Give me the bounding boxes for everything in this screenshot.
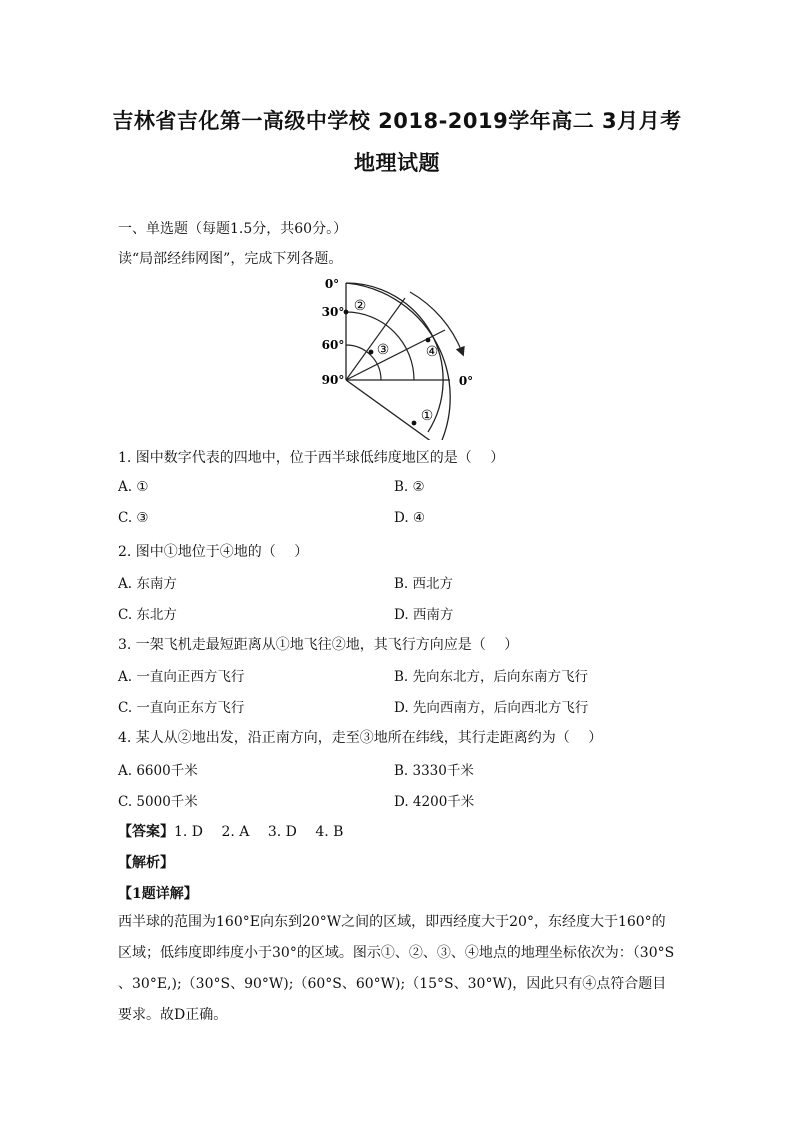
point-label-1: ① bbox=[420, 408, 434, 424]
analysis-paragraph: 西半球的范围为160°E向东到20°W之间的区域，即西经度大于20°，东经度大于160°的区域；低纬度即纬度小于30°的区域。图示①、②、③、④地点的地理坐标依次为：（30°S 、30°E,);（30°S、90°W);（60°S、60°W);（15°S、30°W)，因此只有④点符合题目要求。故D正确。 bbox=[118, 914, 675, 1023]
lat-label-90: 90° bbox=[321, 373, 345, 387]
question-4-stem: 4. 某人从②地出发，沿正南方向，走至③地所在纬线，其行走距离约为（ ） bbox=[118, 730, 603, 746]
detail-1-label: 【1题详解】 bbox=[118, 886, 198, 902]
point-label-2: ② bbox=[353, 298, 367, 314]
q4-option-a: A. 6600千米 bbox=[118, 763, 198, 779]
title-line-1: 吉林省吉化第一高级中学校 2018-2019学年高二 3月月考 bbox=[112, 109, 682, 133]
lat-lon-grid-figure bbox=[310, 270, 490, 440]
q2-option-c: C. 东北方 bbox=[118, 607, 177, 623]
q2-option-b: B. 西北方 bbox=[394, 576, 454, 592]
point-3-dot bbox=[369, 350, 374, 355]
answer-line bbox=[118, 821, 343, 841]
lon-label-0: 0° bbox=[458, 374, 474, 388]
analysis-label: 【解析】 bbox=[118, 855, 174, 871]
lat-label-60: 60° bbox=[321, 338, 345, 352]
section-intro: 读“局部经纬网图”，完成下列各题。 bbox=[118, 251, 343, 267]
q2-option-d: D. 西南方 bbox=[394, 607, 454, 623]
q3-option-a: A. 一直向正西方飞行 bbox=[118, 669, 245, 685]
answer-text: 1. D 2. A 3. D 4. B bbox=[174, 824, 344, 840]
q3-option-c: C. 一直向正东方飞行 bbox=[118, 700, 245, 716]
q4-option-c: C. 5000千米 bbox=[118, 794, 198, 810]
question-2-stem: 2. 图中①地位于④地的（ ） bbox=[118, 544, 309, 560]
point-4-dot bbox=[426, 338, 431, 343]
q2-option-a: A. 东南方 bbox=[118, 576, 177, 592]
q4-option-b: B. 3330千米 bbox=[394, 763, 474, 779]
answer-label: 【答案】 bbox=[118, 824, 174, 840]
section-heading: 一、单选题（每题1.5分，共60分。） bbox=[118, 221, 348, 237]
question-1-stem: 1. 图中数字代表的四地中，位于西半球低纬度地区的是（ ） bbox=[118, 450, 505, 466]
point-1-dot bbox=[412, 421, 417, 426]
q1-option-a: A. ① bbox=[118, 479, 149, 495]
q1-option-d: D. ④ bbox=[394, 510, 426, 526]
point-label-4: ④ bbox=[425, 344, 439, 360]
title-line-2: 地理试题 bbox=[354, 151, 440, 175]
q3-option-d: D. 先向西南方，后向西北方飞行 bbox=[394, 700, 589, 716]
question-3-stem: 3. 一架飞机走最短距离从①地飞往②地，其飞行方向应是（ ） bbox=[118, 637, 519, 653]
lat-label-0: 0° bbox=[324, 277, 340, 291]
lat-label-30: 30° bbox=[321, 305, 345, 319]
q1-option-b: B. ② bbox=[394, 479, 425, 495]
point-label-3: ③ bbox=[376, 342, 390, 358]
q1-option-c: C. ③ bbox=[118, 510, 149, 526]
q4-option-d: D. 4200千米 bbox=[394, 794, 475, 810]
q3-option-b: B. 先向东北方，后向东南方飞行 bbox=[394, 669, 589, 685]
